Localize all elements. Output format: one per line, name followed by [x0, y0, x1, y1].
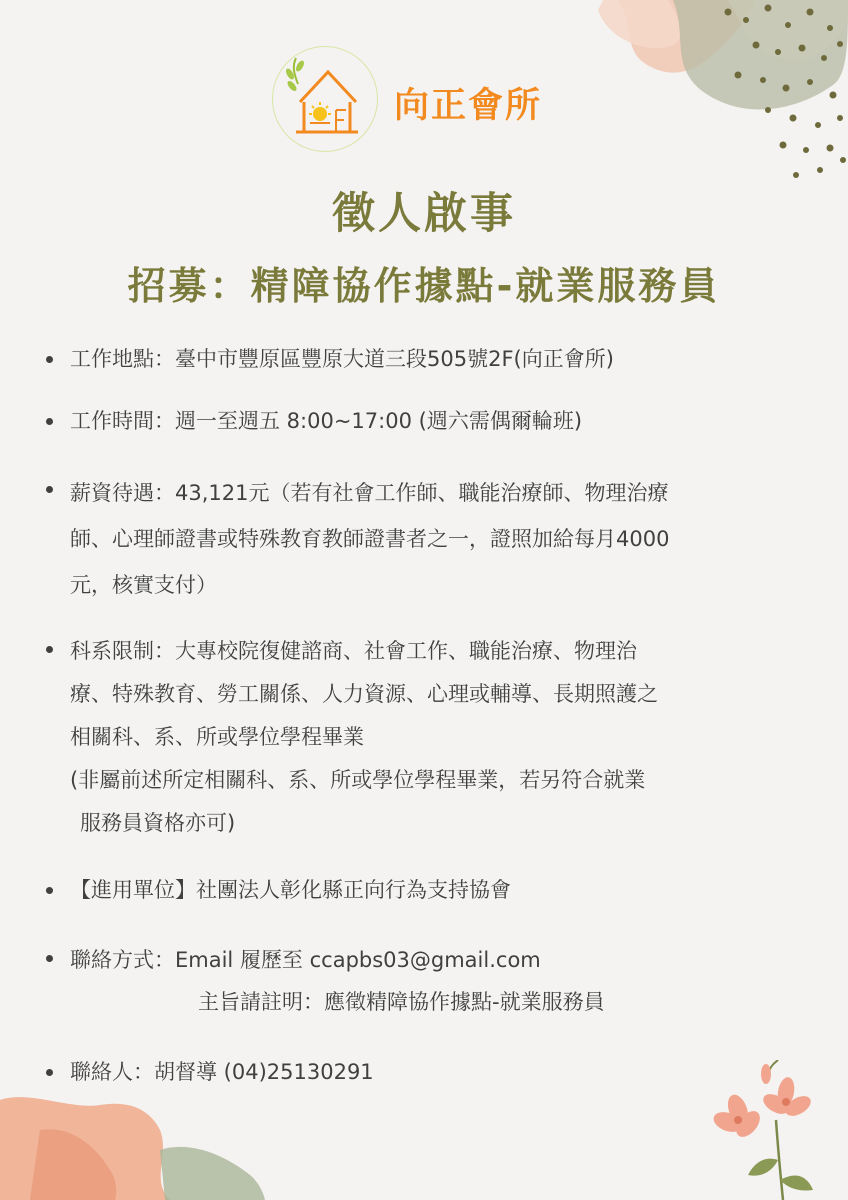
salary-line-2: 師、心理師證書或特殊教育教師證書者之一，證照加給每月4000: [70, 527, 670, 551]
majors-line-5: 服務員資格亦可): [80, 811, 236, 835]
page-subtitle: 招募：精障協作據點-就業服務員: [127, 264, 721, 308]
list-item-hours: [42, 402, 812, 440]
majors-line-4: (非屬前述所定相關科、系、所或學位學程畢業，若另符合就業: [70, 768, 646, 792]
salary-line-1: 薪資待遇：43,121元（若有社會工作師、職能治療師、物理治療: [70, 481, 669, 505]
contact-person-text: 聯絡人：胡督導 (04)25130291: [70, 1060, 374, 1084]
house-sun-icon: [270, 44, 380, 154]
list-item-majors: [42, 630, 812, 845]
list-item-salary: [42, 470, 812, 608]
watercolor-decoration-top-right: [578, 0, 848, 200]
location-text: 工作地點：臺中市豐原區豐原大道三段505號2F(向正會所): [70, 347, 614, 371]
list-item-employer: [42, 871, 812, 909]
hours-text: 工作時間：週一至週五 8:00~17:00 (週六需偶爾輪班): [70, 409, 583, 433]
contact-email-text: 聯絡方式：Email 履歷至 ccapbs03@gmail.com: [70, 948, 541, 972]
brand-logo: [270, 44, 600, 154]
majors-line-2: 療、特殊教育、勞工關係、人力資源、心理或輔導、長期照護之: [70, 682, 658, 706]
list-item-location: [42, 340, 812, 378]
brand-name: 向正會所: [394, 86, 543, 126]
employer-text: 【進用單位】社團法人彰化縣正向行為支持協會: [70, 878, 511, 902]
list-item-contact: [42, 939, 812, 1023]
majors-line-3: 相關科、系、所或學位學程畢業: [70, 725, 364, 749]
page-title: 徵人啟事: [332, 189, 516, 239]
watercolor-decoration-bottom-left: [0, 1090, 270, 1200]
salary-line-3: 元，核實支付）: [70, 573, 217, 597]
contact-subject-text: 主旨請註明：應徵精障協作據點-就業服務員: [198, 990, 605, 1014]
list-item-contact-person: [42, 1053, 812, 1091]
majors-line-1: 科系限制：大專校院復健諮商、社會工作、職能治療、物理治: [70, 639, 637, 663]
job-details-list: [42, 340, 812, 1091]
